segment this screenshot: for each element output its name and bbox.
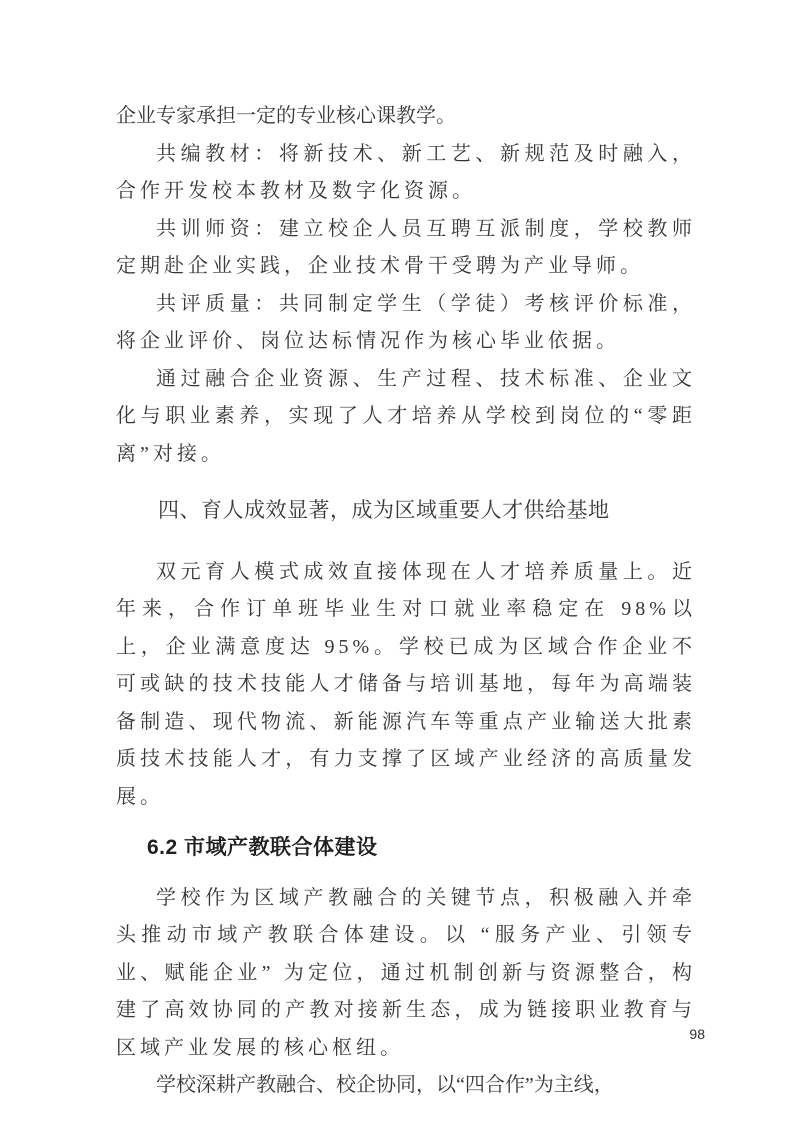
- paragraph-continuation: 企业专家承担一定的专业核心课教学。: [116, 105, 456, 127]
- paragraph-consortium: 学校作为区域产教融合的关键节点，积极融入并牵头推动市域产教联合体建设。以 “服务产业、引领专业、赋能企业” 为定位，通过机制创新与资源整合，构建了高效协同的产教对接新生态，成为链接职业教育与区域产业发展的核心枢纽。: [116, 886, 696, 1059]
- paragraph-co-edited-materials: 共编教材：将新技术、新工艺、新规范及时融入，合作开发校本教材及数字化资源。: [116, 142, 696, 202]
- section-heading-four: 四、育人成效显著，成为区域重要人才供给基地: [158, 498, 610, 522]
- page-number: 98: [689, 1026, 705, 1042]
- paragraph-four-cooperations: 学校深耕产教融合、校企协同，以“四合作”为主线，: [156, 1074, 614, 1096]
- page-content: [116, 98, 696, 1105]
- subsection-heading-6-2: 6.2 市域产教联合体建设: [147, 836, 378, 859]
- paragraph-zero-distance: 通过融合企业资源、生产过程、技术标准、企业文化与职业素养，实现了人才培养从学校到岗位的“零距离”对接。: [116, 367, 696, 465]
- paragraph-co-evaluated-quality: 共评质量：共同制定学生（学徒）考核评价标准，将企业评价、岗位达标情况作为核心毕业依据。: [116, 292, 696, 352]
- paragraph-co-trained-teachers: 共训师资：建立校企人员互聘互派制度，学校教师定期赴企业实践，企业技术骨干受聘为产业导师。: [116, 217, 696, 277]
- paragraph-talent-quality: 双元育人模式成效直接体现在人才培养质量上。近年来，合作订单班毕业生对口就业率稳定在 98%以上，企业满意度达 95%。学校已成为区域合作企业不可或缺的技术技能人才储备与培训基地，每年为高端装备制造、现代物流、新能源汽车等重点产业输送大批素质技术技能人才，有力支撑了区域产业经济的高质量发展。: [116, 560, 696, 808]
